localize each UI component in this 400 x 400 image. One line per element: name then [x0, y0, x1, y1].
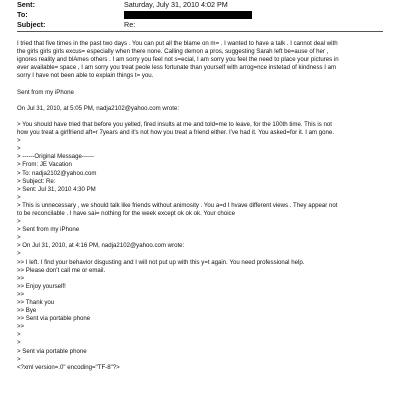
quoted-line: > You should have tried that before you yelled, fired insults at me and told=me to leave, for the 100th time. This is not: [17, 120, 332, 128]
quoted-line: >> I left. I find your behavior disgusting and I will not put up with this y=t again. You need professional help.: [17, 258, 305, 266]
quoted-line: > ------Original Message------: [17, 153, 95, 161]
quoted-line: > Sent via portable phone: [17, 347, 87, 355]
email-body: [17, 40, 389, 372]
quoted-line: > To: nadja2102@yahoo.com: [17, 169, 97, 177]
quoted-line: >>: [17, 290, 25, 298]
subject-value: Re:: [124, 20, 136, 29]
body-line: the girls girls girls excus= especially when there none. Calling demon a pros, suggesting Sarah left be=ause of her ,: [17, 48, 329, 56]
quoted-line: >> Enjoy yourself!: [17, 282, 66, 290]
quoted-line: <?xml version=.0" encoding="TF-8"?>: [17, 363, 120, 371]
quoted-line: >: [17, 355, 21, 363]
quoted-line: >: [17, 331, 21, 339]
quoted-line: >>: [17, 274, 25, 282]
to-row: [17, 10, 387, 20]
sent-value: Saturday, July 31, 2010 4:02 PM: [124, 0, 228, 9]
quoted-line: >: [17, 218, 21, 226]
redaction-bar-to: [124, 11, 252, 19]
body-line: sorry I have not been able to explain things t= you.: [17, 72, 154, 80]
quoted-line: > Sent: Jul 31, 2010 4:30 PM: [17, 185, 96, 193]
paragraph-gap: [17, 80, 389, 88]
quoted-line: >: [17, 137, 21, 145]
quoted-line: > From: JE Vacation: [17, 161, 72, 169]
to-label: To:: [17, 10, 28, 19]
quoted-line: >> Bye: [17, 307, 37, 315]
body-line: ever available= space , I am sorry you treat peole less fortunate than yourself with arrog=nce instetad of kindness I am: [17, 64, 337, 72]
sent-label: Sent:: [17, 0, 35, 9]
quoted-line: >> Please don't call me or email.: [17, 266, 106, 274]
body-line: ignores reality and blAmes others . I am sorry you feel not s=ecial, I am sorry you feel the need to place your pictures in: [17, 56, 339, 64]
quoted-line: > Subject: Re:: [17, 177, 56, 185]
quoted-line: > Sent from my iPhone: [17, 226, 80, 234]
email-header: [17, 0, 387, 30]
quoted-line: >: [17, 193, 21, 201]
quoted-line: >>: [17, 323, 25, 331]
subject-row: [17, 20, 387, 30]
quoted-line: >: [17, 250, 21, 258]
header-divider: [17, 31, 383, 32]
quoted-line: to be reconcilable . I have sai= nothing for the week except ok ok ok. Your choice: [17, 209, 235, 217]
paragraph-gap: [17, 97, 389, 105]
quoted-line: > This is unnecessary , we should talk like friends without animosity . You a=d I hvave different views . They appear not: [17, 201, 338, 209]
quoted-line: >> Thank you: [17, 299, 55, 306]
quoted-line: >: [17, 339, 21, 347]
subject-label: Subject:: [17, 20, 46, 29]
quoted-line: >: [17, 145, 21, 153]
quoted-line: >: [17, 234, 21, 242]
sent-from-line: Sent from my iPhone: [17, 88, 74, 96]
wrote-line: On Jul 31, 2010, at 5:05 PM, nadja2102@yahoo.com wrote:: [17, 104, 180, 112]
quoted-line: > On Jul 31, 2010, at 4:16 PM, nadja2102@yahoo.com wrote:: [17, 242, 185, 250]
sent-row: [17, 0, 387, 10]
quoted-line: >> Sent via portable phone: [17, 315, 91, 323]
body-line: I tried that five times in the past two days . You can put all the blame on m= . I wanted to have a talk . I cannot deal with: [17, 40, 338, 47]
paragraph-gap: [17, 113, 389, 121]
quoted-line: how you treat a girlfriend aft=r 7years and it's not how you treat a friend either. I've had it. You asked=for it. I am gone.: [17, 129, 335, 137]
